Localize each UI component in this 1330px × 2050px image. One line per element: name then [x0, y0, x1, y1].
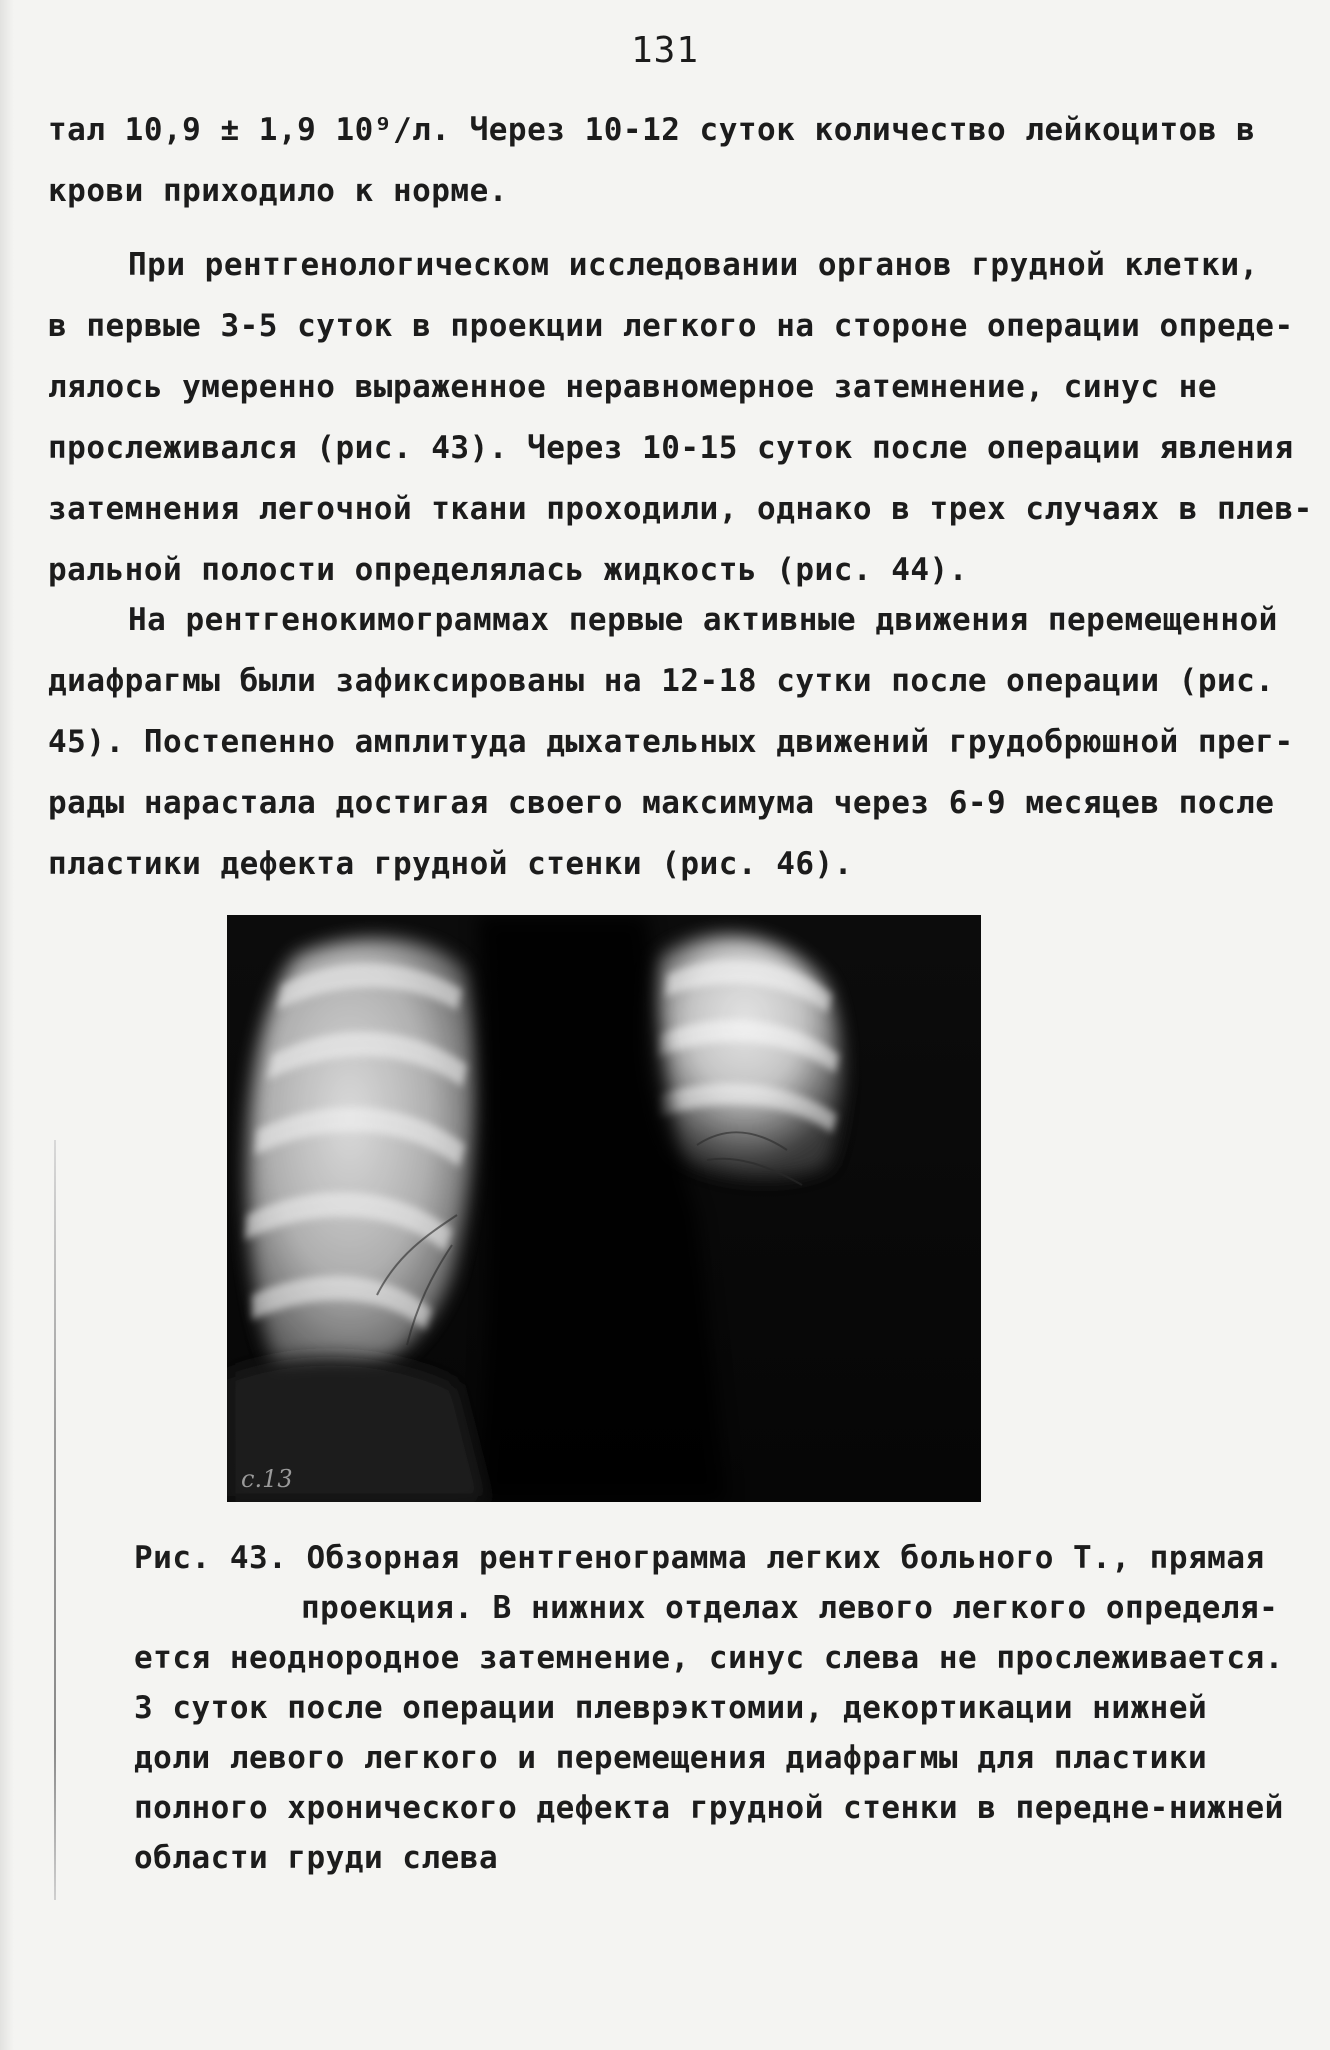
text-line: крови приходило к норме.: [48, 173, 508, 209]
paragraph-3: [48, 590, 1294, 895]
text-line: диафрагмы были зафиксированы на 12-18 сутки после операции (рис.: [48, 663, 1275, 699]
caption-line: проекция. В нижних отделах левого легкого определя-: [301, 1590, 1279, 1626]
page-edge-shadow: [0, 0, 14, 2050]
caption-line: области груди слева: [134, 1840, 499, 1876]
page-number: 131: [630, 30, 700, 71]
paragraph-1: [48, 100, 1280, 222]
caption-line: доли левого легкого и перемещения диафрагмы для пластики: [134, 1740, 1208, 1776]
text-line: 45). Постепенно амплитуда дыхательных движений грудобрюшной прег-: [48, 724, 1294, 760]
text-line: При рентгенологическом исследовании органов грудной клетки,: [128, 247, 1259, 283]
caption-line: ется неоднородное затемнение, синус слева не прослеживается.: [134, 1640, 1284, 1676]
text-line: затемнения легочной ткани проходили, однако в трех случаях в плев-: [48, 491, 1313, 527]
figure-caption: [134, 1533, 1284, 1883]
text-line: ральной полости определялась жидкость (рис. 44).: [48, 552, 968, 588]
chest-xray-image: [227, 915, 981, 1502]
text-line: пластики дефекта грудной стенки (рис. 46).: [48, 846, 853, 882]
text-line: На рентгенокимограммах первые активные движения перемещенной: [128, 602, 1278, 638]
xray-figure: [227, 915, 981, 1502]
paragraph-2: [48, 235, 1313, 601]
figure-corner-mark: c.13: [241, 1465, 293, 1493]
caption-line: Рис. 43. Обзорная рентгенограмма легких больного Т., прямая: [134, 1540, 1265, 1576]
margin-rule: [54, 1140, 56, 1900]
caption-line: 3 суток после операции плеврэктомии, декортикации нижней: [134, 1690, 1208, 1726]
text-line: лялось умеренно выраженное неравномерное затемнение, синус не: [48, 369, 1217, 405]
text-line: прослеживался (рис. 43). Через 10-15 суток после операции явления: [48, 430, 1294, 466]
text-line: рады нарастала достигая своего максимума через 6-9 месяцев после: [48, 785, 1275, 821]
text-line: в первые 3-5 суток в проекции легкого на стороне операции опреде-: [48, 308, 1294, 344]
caption-line: полного хронического дефекта грудной стенки в передне-нижней: [134, 1790, 1284, 1826]
text-line: тал 10,9 ± 1,9 10⁹/л. Через 10-12 суток количество лейкоцитов в: [48, 112, 1256, 148]
